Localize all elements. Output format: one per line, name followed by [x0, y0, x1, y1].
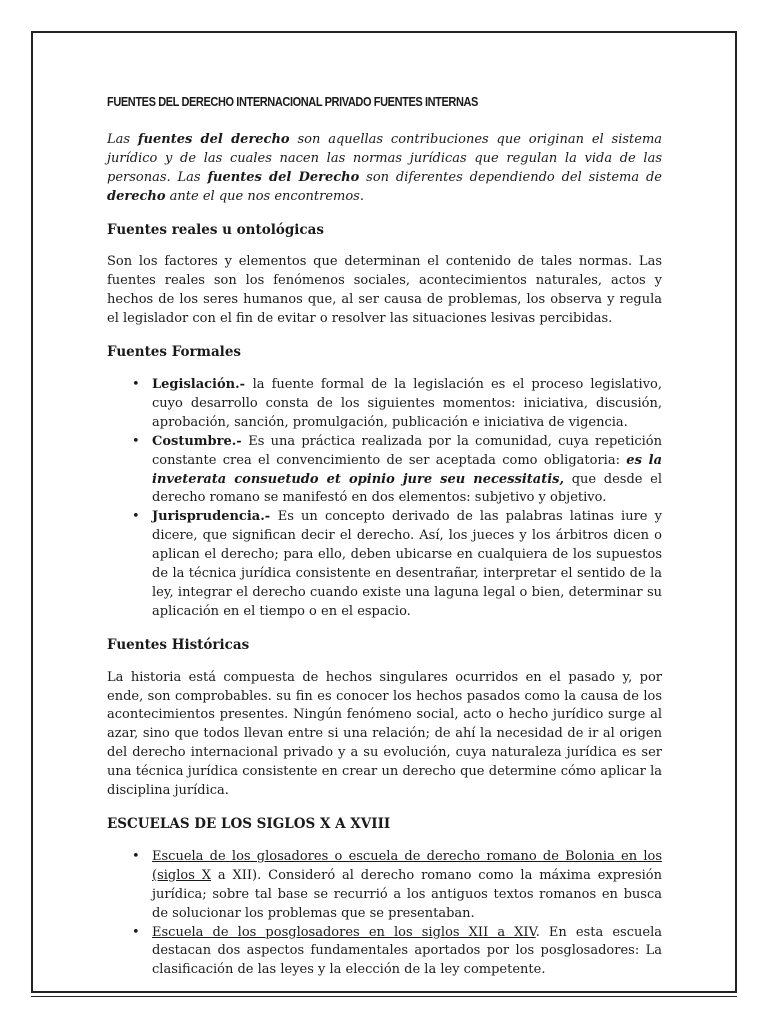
reales-paragraph: Son los factores y elementos que determinan el contenido de tales normas. Las fuentes reales son los fenómenos sociales, acontecimientos naturales, actos y hechos de los seres humanos que, al ser causa de problemas, los observa y regula el legislador con el fin de evitar o resolver las situaciones lesivas percibidas. [107, 254, 662, 327]
bullet-icon: • [132, 433, 140, 449]
school-name: Escuela de los glosadores o escuela de derecho romano de Bolonia en los (siglos X [152, 848, 662, 883]
formales-list [107, 376, 662, 622]
intro-bold-term: derecho [107, 188, 166, 204]
section-heading-escuelas: ESCUELAS DE LOS SIGLOS X A XVIII [107, 816, 391, 832]
bullet-icon: • [132, 924, 140, 940]
list-term: Legislación [152, 376, 236, 392]
list-item: • Costumbre.- Es una práctica realizada por la comunidad, cuya repetición constante crea el convencimiento de ser aceptada como obligatoria: es la inveterata consuetudo et opinio jure seu necessitatis, que desde el derecho romano se manifestó en dos elementos: subjetivo y objetivo. [132, 433, 663, 506]
historicas-paragraph: La historia está compuesta de hechos singulares ocurridos en el pasado y, por ende, son comprobables. su fin es conocer los hechos pasados como la causa de los acontecimientos presentes. Ningún fenómeno social, acto o hecho jurídico surge al azar, sino que todos llevan entre si una relación; de ahí la necesidad de ir al origen del derecho internacional privado y a su evolución, cuya naturaleza jurídica es ser una técnica jurídica consistente en crear un derecho que determine cómo aplicar la disciplina jurídica. [107, 669, 662, 799]
list-item: • Legislación.- la fuente formal de la legislación es el proceso legislativo, cuyo desarrollo consta de los siguientes momentos: iniciativa, discusión, aprobación, sanción, promulgación, publicación e iniciativa de vigencia. [132, 376, 662, 430]
latin-phrase: es la inveterata consuetudo et opinio jure seu necessitatis, [152, 452, 662, 487]
school-name: Escuela de los posglosadores en los siglos XII a XIV [152, 924, 536, 940]
bullet-icon: • [132, 509, 140, 525]
section-heading-formales: Fuentes Formales [107, 344, 242, 361]
bullet-icon: • [132, 376, 140, 392]
list-term: Jurisprudencia [152, 509, 261, 525]
list-item: • Escuela de los glosadores o escuela de derecho romano de Bolonia en los (siglos X a XII). Consideró al derecho romano como la máxima expresión jurídica; sobre tal base se recurrió a los antiguos textos romanos en busca de solucionar los problemas que se presentaban. [132, 848, 663, 921]
list-term: Costumbre [152, 433, 232, 449]
intro-paragraph: Las fuentes del derecho son aquellas contribuciones que originan el sistema jurídico y de las cuales nacen las normas jurídicas que regulan la vida de las personas. Las fuentes del Derecho son diferentes dependiendo del sistema de derecho ante el que nos encontremos. [107, 131, 663, 204]
intro-bold-term: fuentes del derecho [137, 131, 290, 147]
escuelas-list [107, 848, 662, 980]
list-item: • Jurisprudencia.- Es un concepto derivado de las palabras latinas iure y dicere, que significan decir el derecho. Así, los jueces y los árbitros dicen o aplican el derecho; para ello, deben ubicarse en cualquiera de los supuestos de la técnica jurídica consistente en desentrañar, interpretar el sentido de la ley, integrar el derecho cuando existe una laguna legal o bien, determinar su aplicación en el tiempo o en el espacio. [132, 509, 662, 619]
document-title: FUENTES DEL DERECHO INTERNACIONAL PRIVADO FUENTES INTERNAS [107, 95, 478, 110]
section-heading-historicas: Fuentes Históricas [107, 636, 250, 653]
intro-bold-term: fuentes del Derecho [207, 169, 360, 185]
section-heading-reales: Fuentes reales u ontológicas [107, 221, 325, 238]
document-body [107, 92, 662, 994]
bullet-icon: • [132, 848, 140, 864]
list-item: • Escuela de los posglosadores en los siglos XII a XIV. En esta escuela destacan dos aspectos fundamentales aportados por los posglosadores: La clasificación de las leyes y la elección de la ley competente. [132, 924, 662, 978]
